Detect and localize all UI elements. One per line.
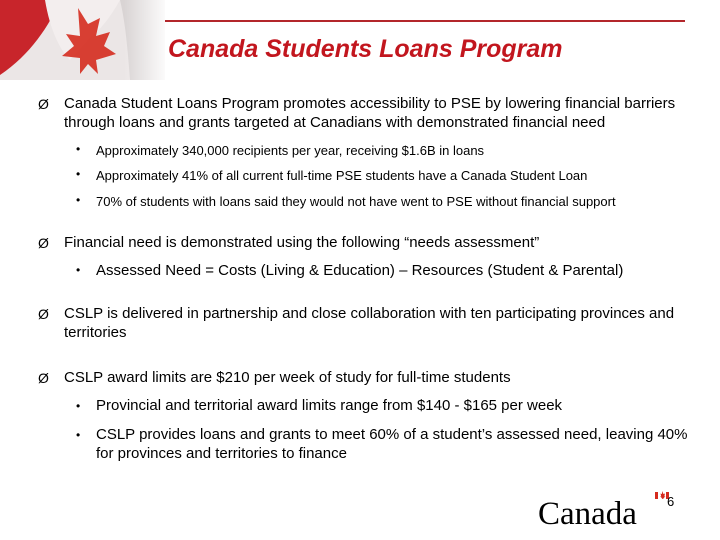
bullet-1-sub-3: 70% of students with loans said they would not have went to PSE without financial support	[96, 194, 616, 209]
sub-bullet-icon: •	[76, 142, 81, 156]
slide-title: Canada Students Loans Program	[168, 35, 563, 63]
wordmark-text: Canada	[538, 496, 637, 530]
sub-bullet-icon: •	[76, 263, 81, 277]
sub-bullet-icon: •	[76, 193, 81, 207]
bullet-2: Financial need is demonstrated using the following “needs assessment”	[64, 234, 540, 251]
sub-bullet-icon: •	[76, 399, 81, 413]
bullet-1-sub-2: Approximately 41% of all current full-time PSE students have a Canada Student Loan	[96, 168, 588, 183]
bullet-4: CSLP award limits are $210 per week of study for full-time students	[64, 369, 511, 386]
arrow-bullet-icon: Ø	[38, 96, 49, 112]
page-number: 6	[667, 494, 675, 509]
bullet-4-sub-1: Provincial and territorial award limits range from $140 - $165 per week	[96, 397, 563, 414]
arrow-bullet-icon: Ø	[38, 370, 49, 386]
bullet-2-sub-1: Assessed Need = Costs (Living & Education) – Resources (Student & Parental)	[96, 262, 624, 279]
canada-wordmark-logo	[538, 488, 678, 530]
sub-bullet-icon: •	[76, 428, 81, 442]
sub-bullet-icon: •	[76, 167, 81, 181]
bullet-1-sub-1: Approximately 340,000 recipients per year, receiving $1.6B in loans	[96, 143, 485, 158]
bullet-4-sub-2: CSLP provides loans and grants to meet 60% of a student’s assessed need, leaving 40% for provinces and territories to finance	[96, 426, 688, 462]
bullet-1: Canada Student Loans Program promotes accessibility to PSE by lowering financial barriers through loans and grants targeted at Canadians with demonstrated financial need	[64, 95, 676, 131]
arrow-bullet-icon: Ø	[38, 235, 49, 251]
bullet-3: CSLP is delivered in partnership and close collaboration with ten participating provinces and territories	[64, 305, 675, 341]
arrow-bullet-icon: Ø	[38, 306, 49, 322]
